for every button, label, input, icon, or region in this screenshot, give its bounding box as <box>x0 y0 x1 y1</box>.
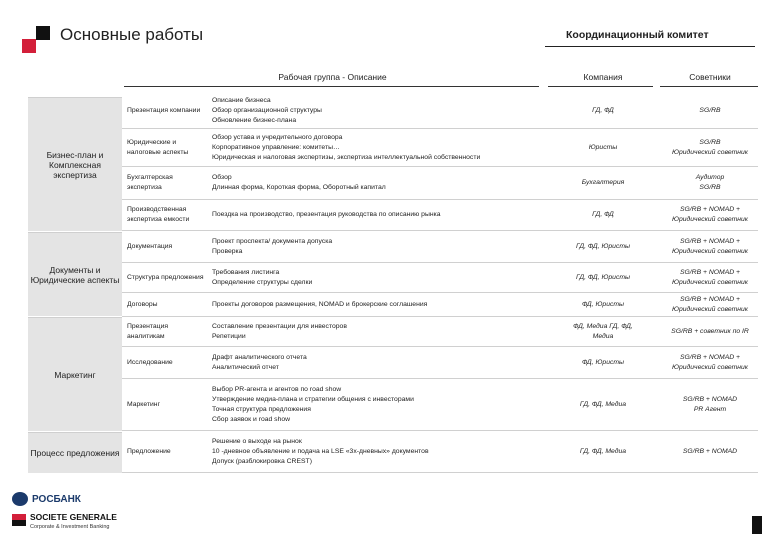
advisor-line: SG/RB <box>699 138 721 146</box>
advisors-header: Советники <box>689 72 731 82</box>
description-line: Корпоративное управление: комитеты… <box>212 143 340 151</box>
description-line: 10 -дневное объявление и подача на LSE «3х-дневных» документов <box>212 447 429 455</box>
row-divider <box>122 472 758 473</box>
brand-square-black <box>36 26 50 40</box>
description-line: Аналитический отчет <box>212 363 279 371</box>
company-header: Компания <box>583 72 623 82</box>
advisor-line: SG/RB <box>699 184 721 191</box>
rosbank-emblem-icon <box>12 492 28 506</box>
company-cell: ФД, Юристы <box>581 358 625 366</box>
advisor-line: Юридический советник <box>672 216 748 223</box>
advisor-line: SG/RB + NOMAD <box>682 395 738 403</box>
category-business-plan: Бизнес-план и Комплексная экспертиза <box>28 97 122 231</box>
task-cell: Презентация аналитикам <box>127 322 169 340</box>
description-line: Точная структура предложения <box>212 405 311 413</box>
advisor-line: Юридический советник <box>672 278 748 286</box>
advisors-cell <box>660 167 760 199</box>
task-cell: Документация <box>127 242 173 250</box>
societe-generale-wordmark: SOCIETE GENERALE <box>30 512 117 522</box>
category-documents: Документы и Юридические аспекты <box>28 232 122 316</box>
advisor-line: SG/RB + NOMAD + <box>679 353 741 361</box>
description-cell <box>212 317 542 346</box>
description-line: Обновление бизнес-плана <box>212 117 297 124</box>
advisor-line: Юридический советник <box>672 305 748 313</box>
rosbank-wordmark: РОСБАНК <box>32 493 81 505</box>
company-cell: ФД, Медиа ГД, ФД, Медиа <box>573 322 633 340</box>
description-cell <box>212 129 542 166</box>
advisors-cell <box>660 379 760 430</box>
advisor-line: SG/RB <box>699 107 721 114</box>
description-cell <box>212 263 542 292</box>
description-line: Определение структуры сделки <box>212 278 313 286</box>
advisors-cell <box>660 263 760 292</box>
task-cell: Исследование <box>127 358 173 366</box>
rosbank-logo <box>12 492 81 506</box>
header-divider <box>545 46 755 47</box>
task-cell: Бухгалтерская экспертиза <box>127 174 173 191</box>
company-cell: Юристы <box>588 143 618 151</box>
advisor-line: Юридический советник <box>672 247 748 255</box>
description-line: Решение о выходе на рынок <box>212 437 302 445</box>
description-line: Сбор заявок и road show <box>212 415 291 423</box>
category-marketing: Маркетинг <box>28 317 122 431</box>
advisors-cell <box>660 431 760 472</box>
company-cell: ФД, Юристы <box>581 300 625 308</box>
description-line: Утверждение медиа-плана и стратегии общения с инвесторами <box>212 395 414 403</box>
description-line: Длинная форма, Короткая форма, Оборотный капитал <box>212 184 386 191</box>
working-group-header: Рабочая группа - Описание <box>278 72 387 82</box>
advisors-cell <box>660 200 760 230</box>
description-line: Описание бизнеса <box>212 97 271 104</box>
description-cell <box>212 379 542 430</box>
description-cell <box>212 200 542 230</box>
description-cell <box>212 231 542 262</box>
task-cell: Договоры <box>127 300 158 308</box>
task-cell: Предложение <box>127 447 171 455</box>
description-cell <box>212 347 542 378</box>
advisor-line: SG/RB + советник по IR <box>671 327 749 335</box>
company-cell: ГД, ФД <box>592 211 614 218</box>
advisor-line: SG/RB + NOMAD <box>682 447 738 455</box>
advisors-cell <box>660 94 760 128</box>
description-line: Обзор организационной структуры <box>212 107 322 114</box>
task-cell: Юридические и налоговые аспекты <box>127 138 189 156</box>
description-line: Проверка <box>212 247 243 255</box>
description-line: Выбор PR-агента и агентов по road show <box>212 385 342 393</box>
header-line-left <box>124 86 539 87</box>
societe-generale-emblem-icon <box>12 514 26 526</box>
description-line: Юридическая и налоговая экспертизы, экспертиза интеллектуальной собственности <box>212 153 481 161</box>
description-line: Требования листинга <box>212 268 280 276</box>
brand-square-red <box>22 39 36 53</box>
advisors-cell <box>660 231 760 262</box>
coordination-committee-label: Координационный комитет <box>566 29 709 41</box>
task-cell: Маркетинг <box>127 400 161 408</box>
advisors-cell <box>660 129 760 166</box>
advisors-cell <box>660 347 760 378</box>
header-line-advisors <box>660 86 758 87</box>
description-line: Допуск (разблокировка CREST) <box>212 457 312 465</box>
advisors-cell <box>660 293 760 316</box>
description-line: Репетиции <box>212 332 246 340</box>
societe-generale-subtitle: Corporate & Investment Banking <box>30 524 110 530</box>
task-cell: Производственная экспертиза емкости <box>127 206 190 223</box>
company-cell: ГД, ФД, Медиа <box>579 447 627 455</box>
task-cell: Структура предложения <box>127 273 204 281</box>
advisor-line: PR Агент <box>693 405 727 413</box>
page-title: Основные работы <box>60 25 204 44</box>
company-cell: ГД, ФД <box>592 107 614 114</box>
description-line: Обзор устава и учредительного договора <box>212 133 343 141</box>
description-line: Проект проспекта/ документа допуска <box>212 237 333 245</box>
description-line: Драфт аналитического отчета <box>212 353 307 361</box>
corner-mark <box>752 516 762 534</box>
advisor-line: SG/RB + NOMAD + <box>679 295 741 303</box>
description-cell <box>212 94 542 128</box>
description-cell <box>212 167 542 199</box>
advisor-line: Юридический советник <box>672 363 748 371</box>
description-line: Обзор <box>212 174 232 181</box>
advisor-line: SG/RB + NOMAD + <box>679 206 741 213</box>
description-cell <box>212 293 542 316</box>
header-line-company <box>548 86 653 87</box>
company-cell: ГД, ФД, Медиа <box>579 400 627 408</box>
category-offering-process: Процесс предложения <box>28 432 122 473</box>
advisor-line: SG/RB + NOMAD + <box>679 268 741 276</box>
description-line: Проекты договоров размещения, NOMAD и брокерские соглашения <box>212 300 428 308</box>
description-line: Поездка на производство, презентация руководства по описанию рынка <box>212 211 441 218</box>
company-cell: Бухгалтерия <box>581 179 625 186</box>
advisor-line: Аудитор <box>695 174 725 181</box>
advisor-line: SG/RB + NOMAD + <box>679 237 741 245</box>
company-cell: ГД, ФД, Юристы <box>575 242 631 250</box>
company-cell: ГД, ФД, Юристы <box>575 273 631 281</box>
advisors-cell <box>660 317 760 346</box>
description-line: Составление презентации для инвесторов <box>212 322 347 330</box>
task-cell: Презентация компании <box>127 107 201 114</box>
description-cell <box>212 431 542 472</box>
advisor-line: Юридический советник <box>672 148 748 156</box>
